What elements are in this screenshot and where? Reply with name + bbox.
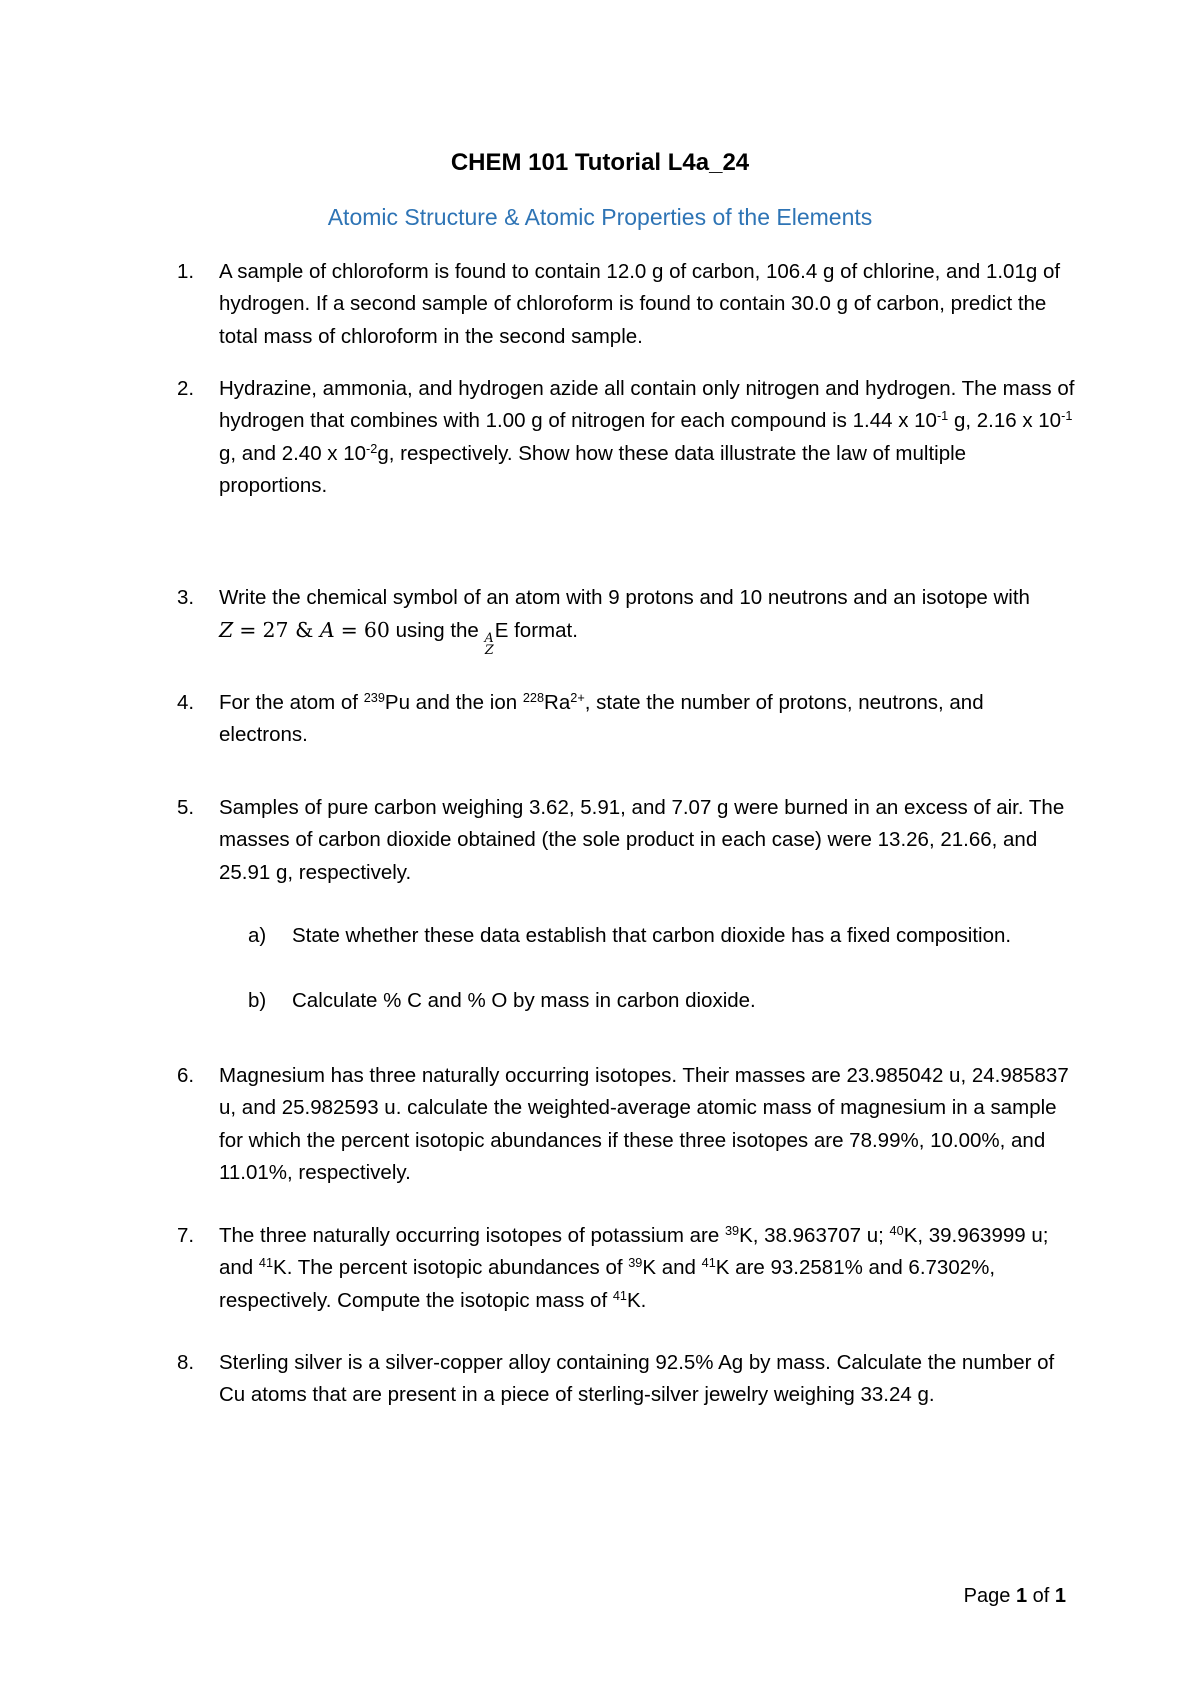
question-3 <box>177 582 1077 656</box>
question-text <box>219 1220 1077 1317</box>
text-run: format. <box>508 619 578 643</box>
question-7 <box>177 1220 1077 1317</box>
question-5b <box>248 985 1068 1017</box>
text-run: For the atom of <box>219 691 364 714</box>
question-text: Sterling silver is a silver-copper alloy containing 92.5% Ag by mass. Calculate the number of Cu atoms that are present in a piece of sterling-silver jewelry weighing 33.24 g. <box>219 1351 1055 1407</box>
page-footer <box>964 1583 1066 1609</box>
question-number: 8. <box>177 1351 195 1374</box>
text-run: Write the chemical symbol of an atom with 9 protons and 10 neutrons and an isotope with <box>219 586 1030 609</box>
question-1 <box>177 256 1077 353</box>
question-text: Samples of pure carbon weighing 3.62, 5.91, and 7.07 g were burned in an excess of air. The masses of carbon dioxide obtained (the sole product in each case) were 13.26, 21.66, and 25.91 g, respectively. <box>219 796 1065 884</box>
math-variable: A <box>319 618 335 643</box>
math-operator: & <box>295 618 314 643</box>
subquestion-label: a) <box>248 924 267 947</box>
math-number: 27 <box>262 618 289 643</box>
question-8 <box>177 1347 1077 1412</box>
exponent: -1 <box>1061 408 1073 424</box>
footer-page-total: 1 <box>1054 1585 1066 1607</box>
math-operator: = <box>239 618 257 643</box>
math-operator: = <box>340 618 358 643</box>
subquestion-label: b) <box>248 989 267 1012</box>
isotope-notation <box>484 629 494 657</box>
text-run: K and <box>642 1256 702 1280</box>
question-number: 5. <box>177 796 195 819</box>
exponent: -1 <box>936 408 949 424</box>
question-number: 7. <box>177 1224 195 1247</box>
footer-page-word: Page <box>963 1585 1011 1607</box>
page-subtitle: Atomic Structure & Atomic Properties of the Elements <box>327 204 873 230</box>
text-run: K are 93.2581% and 6.7302%, respectively. Compute the isotopic mass of <box>219 1256 996 1312</box>
question-number: 1. <box>177 260 195 283</box>
mass-number: 39 <box>628 1255 643 1271</box>
text-run: K. The percent isotopic abundances of <box>273 1256 629 1280</box>
text-run: , state the number of protons, neutrons, and electrons. <box>219 691 984 747</box>
math-expression <box>219 618 390 642</box>
text-run: K, 39.963999 u; and <box>219 1224 1049 1280</box>
text-run: K, 38.963707 u; <box>739 1224 890 1247</box>
mass-number: 41 <box>612 1287 627 1303</box>
subquestion-text: State whether these data establish that carbon dioxide has a fixed composition. <box>292 924 1012 947</box>
question-text <box>219 687 1077 752</box>
question-number: 6. <box>177 1064 195 1087</box>
question-4 <box>177 687 1077 752</box>
ion-charge: 2+ <box>570 690 585 706</box>
text-run: K. <box>627 1288 647 1312</box>
atomic-number-symbol: Z <box>484 641 494 657</box>
math-number: 60 <box>363 618 390 643</box>
question-text: Magnesium has three naturally occurring isotopes. Their masses are 23.985042 u, 24.985837 u, and 25.982593 u. calculate the weighted-average atomic mass of magnesium in a sample for which the percent isotopic abundances if these three isotopes are 78.99%, 10.00%, and 11.01%, respectively. <box>219 1064 1069 1185</box>
question-number: 4. <box>177 691 195 714</box>
question-text <box>219 582 1077 656</box>
element-symbol: Pu <box>384 691 410 714</box>
element-symbol: E <box>494 619 509 643</box>
question-6 <box>177 1060 1077 1190</box>
text-run: and the ion <box>409 691 523 714</box>
mass-number-symbol: A <box>484 629 494 645</box>
page-title: CHEM 101 Tutorial L4a_24 <box>450 149 750 176</box>
text-run: The three naturally occurring isotopes of potassium are <box>219 1224 725 1247</box>
text-run: using the <box>389 619 485 643</box>
question-number: 2. <box>177 377 195 400</box>
mass-number: 228 <box>522 690 545 706</box>
question-number: 3. <box>177 586 195 609</box>
text-run: g, respectively. Show how these data illustrate the law of multiple proportions. <box>219 441 967 498</box>
text-run: Hydrazine, ammonia, and hydrogen azide all contain only nitrogen and hydrogen. The mass of hydrogen that combines with 1.00 g of nitrogen for each compound is 1.44 x 10 <box>219 377 1075 433</box>
question-text: A sample of chloroform is found to contain 12.0 g of carbon, 106.4 g of chlorine, and 1.01g of hydrogen. If a second sample of chloroform is found to contain 30.0 g of carbon, predict the total mass of chloroform in the second sample. <box>219 260 1061 348</box>
text-run: g, 2.16 x 10 <box>948 409 1062 433</box>
mass-number: 39 <box>724 1223 740 1239</box>
element-symbol: Ra <box>544 691 571 714</box>
exponent: -2 <box>366 440 378 456</box>
text-run: g, and 2.40 x 10 <box>219 441 367 465</box>
mass-number: 239 <box>363 690 385 706</box>
question-5 <box>177 792 1077 889</box>
question-text <box>219 373 1077 503</box>
mass-number: 41 <box>701 1255 716 1271</box>
mass-number: 40 <box>889 1223 904 1239</box>
subquestion-text: Calculate % C and % O by mass in carbon dioxide. <box>292 989 756 1012</box>
footer-of-word: of <box>1032 1585 1050 1607</box>
footer-page-number: 1 <box>1015 1585 1028 1607</box>
math-variable: Z <box>219 618 234 643</box>
mass-number: 41 <box>258 1255 274 1271</box>
question-5a <box>248 920 1068 952</box>
question-2 <box>177 373 1077 503</box>
